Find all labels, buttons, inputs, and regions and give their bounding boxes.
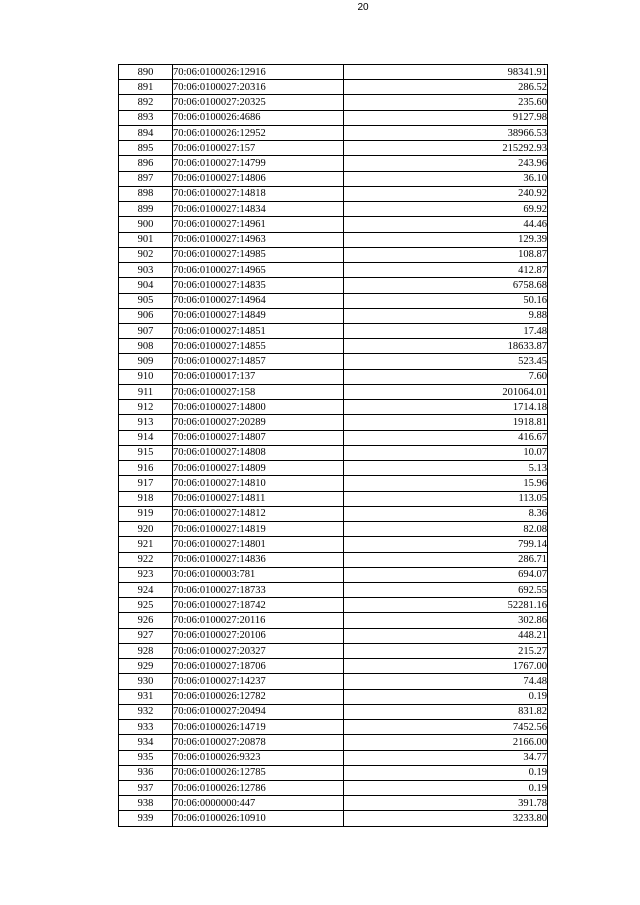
area-value-cell: 1767.00 <box>344 659 548 674</box>
row-number-cell: 905 <box>119 293 173 308</box>
area-value-cell: 692.55 <box>344 582 548 597</box>
row-number-cell: 932 <box>119 704 173 719</box>
area-value-cell: 17.48 <box>344 323 548 338</box>
cadastral-number-cell: 70:06:0100027:14807 <box>173 430 344 445</box>
row-number-cell: 904 <box>119 278 173 293</box>
table-row <box>119 476 548 491</box>
cadastral-number-cell: 70:06:0100027:157 <box>173 141 344 156</box>
row-number-cell: 898 <box>119 186 173 201</box>
row-number-cell: 892 <box>119 95 173 110</box>
row-number-cell: 933 <box>119 720 173 735</box>
cadastral-number-cell: 70:06:0100027:14818 <box>173 186 344 201</box>
table-row <box>119 110 548 125</box>
cadastral-number-cell: 70:06:0100027:14855 <box>173 339 344 354</box>
row-number-cell: 928 <box>119 643 173 658</box>
cadastral-number-cell: 70:06:0100026:12782 <box>173 689 344 704</box>
area-value-cell: 6758.68 <box>344 278 548 293</box>
table-row <box>119 461 548 476</box>
cadastral-number-cell: 70:06:0100026:9323 <box>173 750 344 765</box>
cadastral-number-cell: 70:06:0100027:20116 <box>173 613 344 628</box>
table-row <box>119 537 548 552</box>
cadastral-number-cell: 70:06:0100027:20316 <box>173 80 344 95</box>
row-number-cell: 893 <box>119 110 173 125</box>
area-value-cell: 10.07 <box>344 445 548 460</box>
cadastral-number-cell: 70:06:0100027:14812 <box>173 506 344 521</box>
table-row <box>119 384 548 399</box>
row-number-cell: 899 <box>119 202 173 217</box>
row-number-cell: 901 <box>119 232 173 247</box>
area-value-cell: 3233.80 <box>344 811 548 826</box>
area-value-cell: 235.60 <box>344 95 548 110</box>
row-number-cell: 930 <box>119 674 173 689</box>
table-row <box>119 430 548 445</box>
area-value-cell: 7.60 <box>344 369 548 384</box>
table-row <box>119 415 548 430</box>
row-number-cell: 937 <box>119 781 173 796</box>
table-row <box>119 765 548 780</box>
cadastral-number-cell: 70:06:0100026:12916 <box>173 65 344 80</box>
row-number-cell: 915 <box>119 445 173 460</box>
area-value-cell: 5.13 <box>344 461 548 476</box>
row-number-cell: 909 <box>119 354 173 369</box>
table-row <box>119 369 548 384</box>
table-row <box>119 80 548 95</box>
area-value-cell: 9.88 <box>344 308 548 323</box>
area-value-cell: 391.78 <box>344 796 548 811</box>
table-row <box>119 750 548 765</box>
table-row <box>119 613 548 628</box>
table-row <box>119 65 548 80</box>
table-row <box>119 582 548 597</box>
table-row <box>119 445 548 460</box>
row-number-cell: 925 <box>119 598 173 613</box>
area-value-cell: 286.71 <box>344 552 548 567</box>
cadastral-number-cell: 70:06:0100027:14985 <box>173 247 344 262</box>
table-row <box>119 552 548 567</box>
cadastral-number-cell: 70:06:0100027:14819 <box>173 522 344 537</box>
area-value-cell: 0.19 <box>344 765 548 780</box>
cadastral-number-cell: 70:06:0100027:14851 <box>173 323 344 338</box>
cadastral-number-cell: 70:06:0100027:20878 <box>173 735 344 750</box>
table-row <box>119 643 548 658</box>
area-value-cell: 74.48 <box>344 674 548 689</box>
cadastral-number-cell: 70:06:0100027:14810 <box>173 476 344 491</box>
area-value-cell: 0.19 <box>344 781 548 796</box>
table-row <box>119 491 548 506</box>
row-number-cell: 924 <box>119 582 173 597</box>
area-value-cell: 831.82 <box>344 704 548 719</box>
cadastral-number-cell: 70:06:0100026:12952 <box>173 125 344 140</box>
row-number-cell: 906 <box>119 308 173 323</box>
area-value-cell: 412.87 <box>344 263 548 278</box>
table-row <box>119 567 548 582</box>
cadastral-number-cell: 70:06:0100026:10910 <box>173 811 344 826</box>
table-row <box>119 674 548 689</box>
cadastral-number-cell: 70:06:0100027:20327 <box>173 643 344 658</box>
area-value-cell: 113.05 <box>344 491 548 506</box>
table-row <box>119 735 548 750</box>
table-row <box>119 232 548 247</box>
area-value-cell: 7452.56 <box>344 720 548 735</box>
table-row <box>119 247 548 262</box>
cadastral-number-cell: 70:06:0100027:14801 <box>173 537 344 552</box>
table-row <box>119 156 548 171</box>
table-row <box>119 720 548 735</box>
table-row <box>119 811 548 826</box>
cadastral-number-cell: 70:06:0100027:14961 <box>173 217 344 232</box>
table-row <box>119 704 548 719</box>
table-row <box>119 125 548 140</box>
area-value-cell: 302.86 <box>344 613 548 628</box>
cadastral-table <box>118 64 548 827</box>
cadastral-number-cell: 70:06:0100027:20106 <box>173 628 344 643</box>
row-number-cell: 895 <box>119 141 173 156</box>
area-value-cell: 38966.53 <box>344 125 548 140</box>
table-row <box>119 354 548 369</box>
cadastral-number-cell: 70:06:0100027:14836 <box>173 552 344 567</box>
row-number-cell: 920 <box>119 522 173 537</box>
row-number-cell: 922 <box>119 552 173 567</box>
table-row <box>119 506 548 521</box>
area-value-cell: 1918.81 <box>344 415 548 430</box>
row-number-cell: 897 <box>119 171 173 186</box>
row-number-cell: 912 <box>119 400 173 415</box>
table-row <box>119 171 548 186</box>
cadastral-number-cell: 70:06:0100027:18706 <box>173 659 344 674</box>
cadastral-number-cell: 70:06:0100027:14808 <box>173 445 344 460</box>
cadastral-number-cell: 70:06:0100027:20289 <box>173 415 344 430</box>
cadastral-number-cell: 70:06:0100027:14811 <box>173 491 344 506</box>
row-number-cell: 935 <box>119 750 173 765</box>
row-number-cell: 894 <box>119 125 173 140</box>
row-number-cell: 910 <box>119 369 173 384</box>
row-number-cell: 917 <box>119 476 173 491</box>
table-row <box>119 323 548 338</box>
table-row <box>119 628 548 643</box>
cadastral-number-cell: 70:06:0100027:158 <box>173 384 344 399</box>
row-number-cell: 921 <box>119 537 173 552</box>
cadastral-number-cell: 70:06:0100027:18733 <box>173 582 344 597</box>
area-value-cell: 129.39 <box>344 232 548 247</box>
area-value-cell: 34.77 <box>344 750 548 765</box>
row-number-cell: 902 <box>119 247 173 262</box>
cadastral-number-cell: 70:06:0000000:447 <box>173 796 344 811</box>
row-number-cell: 938 <box>119 796 173 811</box>
cadastral-number-cell: 70:06:0100027:14800 <box>173 400 344 415</box>
cadastral-number-cell: 70:06:0100027:14799 <box>173 156 344 171</box>
cadastral-number-cell: 70:06:0100017:137 <box>173 369 344 384</box>
cadastral-number-cell: 70:06:0100027:18742 <box>173 598 344 613</box>
row-number-cell: 919 <box>119 506 173 521</box>
area-value-cell: 1714.18 <box>344 400 548 415</box>
area-value-cell: 416.67 <box>344 430 548 445</box>
area-value-cell: 50.16 <box>344 293 548 308</box>
table-row <box>119 308 548 323</box>
cadastral-number-cell: 70:06:0100026:4686 <box>173 110 344 125</box>
row-number-cell: 890 <box>119 65 173 80</box>
area-value-cell: 98341.91 <box>344 65 548 80</box>
area-value-cell: 240.92 <box>344 186 548 201</box>
row-number-cell: 891 <box>119 80 173 95</box>
table-row <box>119 186 548 201</box>
cadastral-number-cell: 70:06:0100027:14964 <box>173 293 344 308</box>
area-value-cell: 36.10 <box>344 171 548 186</box>
area-value-cell: 201064.01 <box>344 384 548 399</box>
table-row <box>119 141 548 156</box>
area-value-cell: 9127.98 <box>344 110 548 125</box>
row-number-cell: 926 <box>119 613 173 628</box>
row-number-cell: 914 <box>119 430 173 445</box>
row-number-cell: 908 <box>119 339 173 354</box>
cadastral-number-cell: 70:06:0100026:14719 <box>173 720 344 735</box>
area-value-cell: 108.87 <box>344 247 548 262</box>
table-row <box>119 202 548 217</box>
area-value-cell: 0.19 <box>344 689 548 704</box>
area-value-cell: 799.14 <box>344 537 548 552</box>
row-number-cell: 931 <box>119 689 173 704</box>
row-number-cell: 936 <box>119 765 173 780</box>
area-value-cell: 52281.16 <box>344 598 548 613</box>
row-number-cell: 911 <box>119 384 173 399</box>
table-body <box>119 65 548 827</box>
row-number-cell: 903 <box>119 263 173 278</box>
table-row <box>119 659 548 674</box>
cadastral-number-cell: 70:06:0100027:14806 <box>173 171 344 186</box>
row-number-cell: 913 <box>119 415 173 430</box>
cadastral-number-cell: 70:06:0100027:14857 <box>173 354 344 369</box>
cadastral-number-cell: 70:06:0100027:14237 <box>173 674 344 689</box>
area-value-cell: 215292.93 <box>344 141 548 156</box>
cadastral-number-cell: 70:06:0100027:14965 <box>173 263 344 278</box>
cadastral-number-cell: 70:06:0100026:12785 <box>173 765 344 780</box>
row-number-cell: 934 <box>119 735 173 750</box>
cadastral-number-cell: 70:06:0100027:14809 <box>173 461 344 476</box>
table-row <box>119 217 548 232</box>
row-number-cell: 929 <box>119 659 173 674</box>
table-row <box>119 263 548 278</box>
table-row <box>119 781 548 796</box>
table-row <box>119 95 548 110</box>
area-value-cell: 18633.87 <box>344 339 548 354</box>
table-row <box>119 293 548 308</box>
table-row <box>119 522 548 537</box>
area-value-cell: 286.52 <box>344 80 548 95</box>
cadastral-number-cell: 70:06:0100026:12786 <box>173 781 344 796</box>
cadastral-number-cell: 70:06:0100027:14834 <box>173 202 344 217</box>
area-value-cell: 82.08 <box>344 522 548 537</box>
table-row <box>119 689 548 704</box>
cadastral-number-cell: 70:06:0100027:14835 <box>173 278 344 293</box>
area-value-cell: 15.96 <box>344 476 548 491</box>
row-number-cell: 939 <box>119 811 173 826</box>
row-number-cell: 896 <box>119 156 173 171</box>
area-value-cell: 2166.00 <box>344 735 548 750</box>
area-value-cell: 243.96 <box>344 156 548 171</box>
area-value-cell: 448.21 <box>344 628 548 643</box>
area-value-cell: 694.07 <box>344 567 548 582</box>
area-value-cell: 8.36 <box>344 506 548 521</box>
table-row <box>119 796 548 811</box>
area-value-cell: 523.45 <box>344 354 548 369</box>
row-number-cell: 907 <box>119 323 173 338</box>
row-number-cell: 916 <box>119 461 173 476</box>
table-row <box>119 598 548 613</box>
row-number-cell: 927 <box>119 628 173 643</box>
row-number-cell: 923 <box>119 567 173 582</box>
area-value-cell: 44.46 <box>344 217 548 232</box>
area-value-cell: 215.27 <box>344 643 548 658</box>
cadastral-number-cell: 70:06:0100003:781 <box>173 567 344 582</box>
row-number-cell: 918 <box>119 491 173 506</box>
table-row <box>119 278 548 293</box>
area-value-cell: 69.92 <box>344 202 548 217</box>
cadastral-number-cell: 70:06:0100027:14963 <box>173 232 344 247</box>
cadastral-number-cell: 70:06:0100027:14849 <box>173 308 344 323</box>
table-row <box>119 400 548 415</box>
table-row <box>119 339 548 354</box>
page-number: 20 <box>357 2 369 13</box>
row-number-cell: 900 <box>119 217 173 232</box>
cadastral-number-cell: 70:06:0100027:20325 <box>173 95 344 110</box>
cadastral-number-cell: 70:06:0100027:20494 <box>173 704 344 719</box>
